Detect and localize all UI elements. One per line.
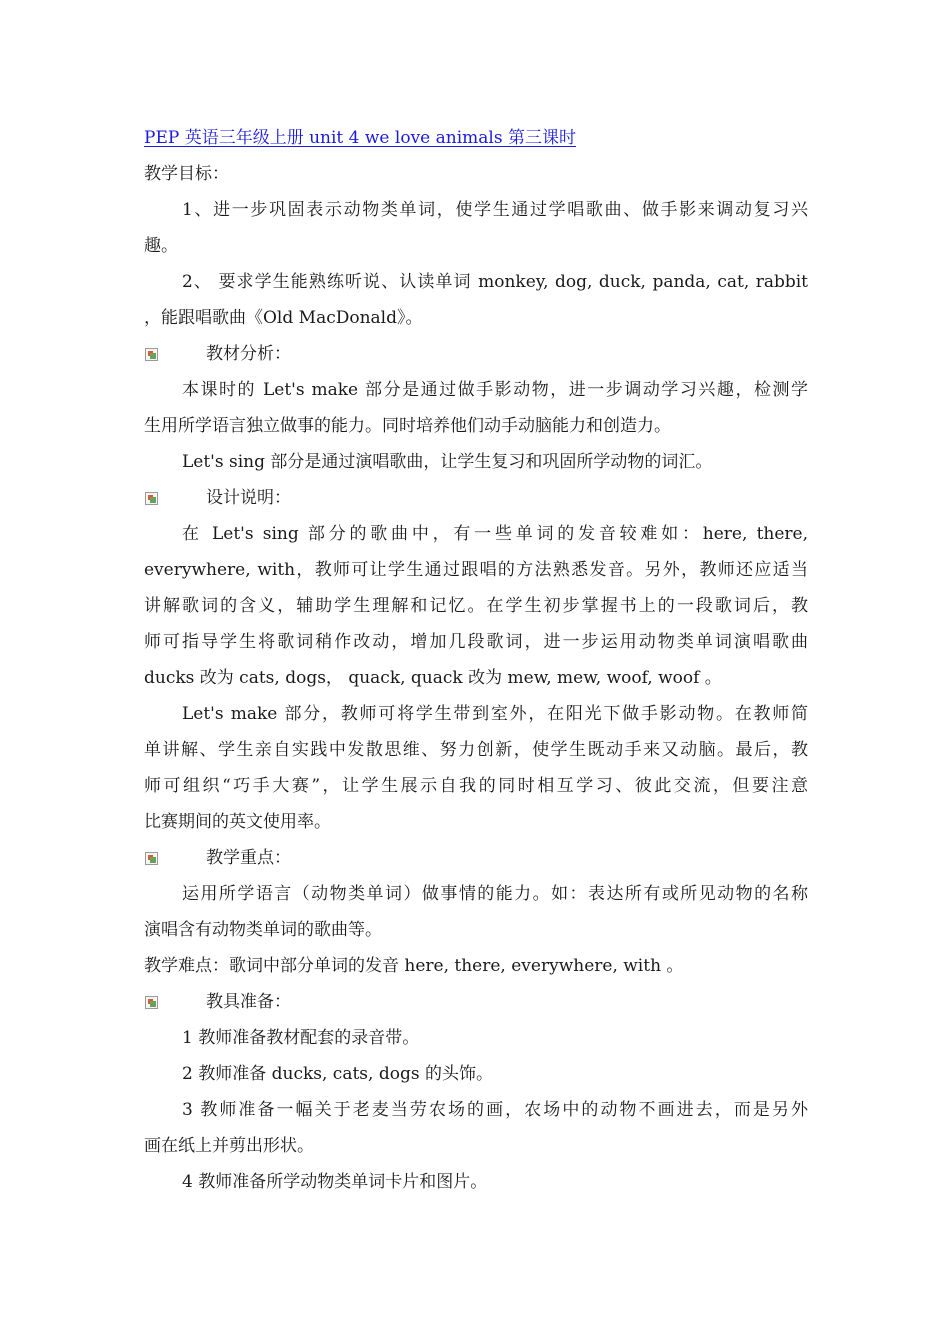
broken-image-icon [145, 348, 158, 361]
section-keypoints-heading [144, 840, 808, 876]
document-body [144, 120, 808, 1200]
prep-item-2: 2 教师准备 ducks, cats, dogs 的头饰。 [182, 1064, 493, 1084]
keypoints-line-2: 演唱含有动物类单词的歌曲等。 [144, 920, 382, 940]
keypoints-line-1: 运用所学语言（动物类单词）做事情的能力。如：表达所有或所见动物的名称 [182, 884, 808, 904]
prep-item-3-line-2: 画在纸上并剪出形状。 [144, 1136, 314, 1156]
section-heading-label: 教学重点： [206, 848, 291, 868]
design-para-2-line-1: Let's make 部分，教师可将学生带到室外，在阳光下做手影动物。在教师简 [182, 704, 808, 724]
section-heading-label: 设计说明： [206, 488, 291, 508]
section-heading-label: 教材分析： [206, 344, 291, 364]
design-para-2-line-2: 单讲解、学生亲自实践中发散思维、努力创新，使学生既动手来又动脑。最后，教 [144, 740, 808, 760]
goal-1-line-2: 趣。 [144, 236, 178, 256]
section-heading-label: 教具准备： [206, 992, 291, 1012]
prep-item-4: 4 教师准备所学动物类单词卡片和图片。 [182, 1172, 488, 1192]
broken-image-icon [145, 996, 158, 1009]
design-para-1-line-3: 讲解歌词的含义，辅助学生理解和记忆。在学生初步掌握书上的一段歌词后，教 [144, 596, 808, 616]
document-title-link[interactable]: PEP 英语三年级上册 unit 4 we love animals 第三课时 [144, 128, 576, 148]
design-para-2-line-3: 师可组织“巧手大赛”，让学生展示自我的同时相互学习、彼此交流，但要注意 [144, 776, 808, 796]
materials-para-1-line-1: 本课时的 Let's make 部分是通过做手影动物，进一步调动学习兴趣，检测学 [182, 380, 808, 400]
broken-image-icon [145, 852, 158, 865]
design-para-1-line-1: 在 Let's sing 部分的歌曲中，有一些单词的发音较难如：here, there, [182, 524, 808, 544]
goals-heading: 教学目标： [144, 164, 229, 184]
goal-2-line-1: 2、 要求学生能熟练听说、认读单词 monkey, dog, duck, panda, cat, rabbit [182, 272, 808, 292]
prep-item-3-line-1: 3 教师准备一幅关于老麦当劳农场的画，农场中的动物不画进去，而是另外 [182, 1100, 808, 1120]
prep-item-1: 1 教师准备教材配套的录音带。 [182, 1028, 420, 1048]
materials-para-1-line-2: 生用所学语言独立做事的能力。同时培养他们动手动脑能力和创造力。 [144, 416, 671, 436]
goal-2-line-2: ，能跟唱歌曲《Old MacDonald》。 [144, 308, 423, 328]
goal-1-line-1: 1、进一步巩固表示动物类单词，使学生通过学唱歌曲、做手影来调动复习兴 [182, 200, 808, 220]
section-design-heading [144, 480, 808, 516]
difficulty-line: 教学难点：歌词中部分单词的发音 here, there, everywhere, with 。 [144, 956, 684, 976]
materials-para-2: Let's sing 部分是通过演唱歌曲，让学生复习和巩固所学动物的词汇。 [182, 452, 713, 472]
design-para-1-line-2: everywhere, with，教师可让学生通过跟唱的方法熟悉发音。另外，教师还应适当 [144, 560, 808, 580]
broken-image-icon [145, 492, 158, 505]
section-materials-heading [144, 336, 808, 372]
section-preparation-heading [144, 984, 808, 1020]
design-para-1-line-5: ducks 改为 cats, dogs， quack, quack 改为 mew, mew, woof, woof 。 [144, 668, 722, 688]
design-para-1-line-4: 师可指导学生将歌词稍作改动，增加几段歌词，进一步运用动物类单词演唱歌曲 [144, 632, 808, 652]
design-para-2-line-4: 比赛期间的英文使用率。 [144, 812, 331, 832]
title-line [144, 120, 808, 156]
